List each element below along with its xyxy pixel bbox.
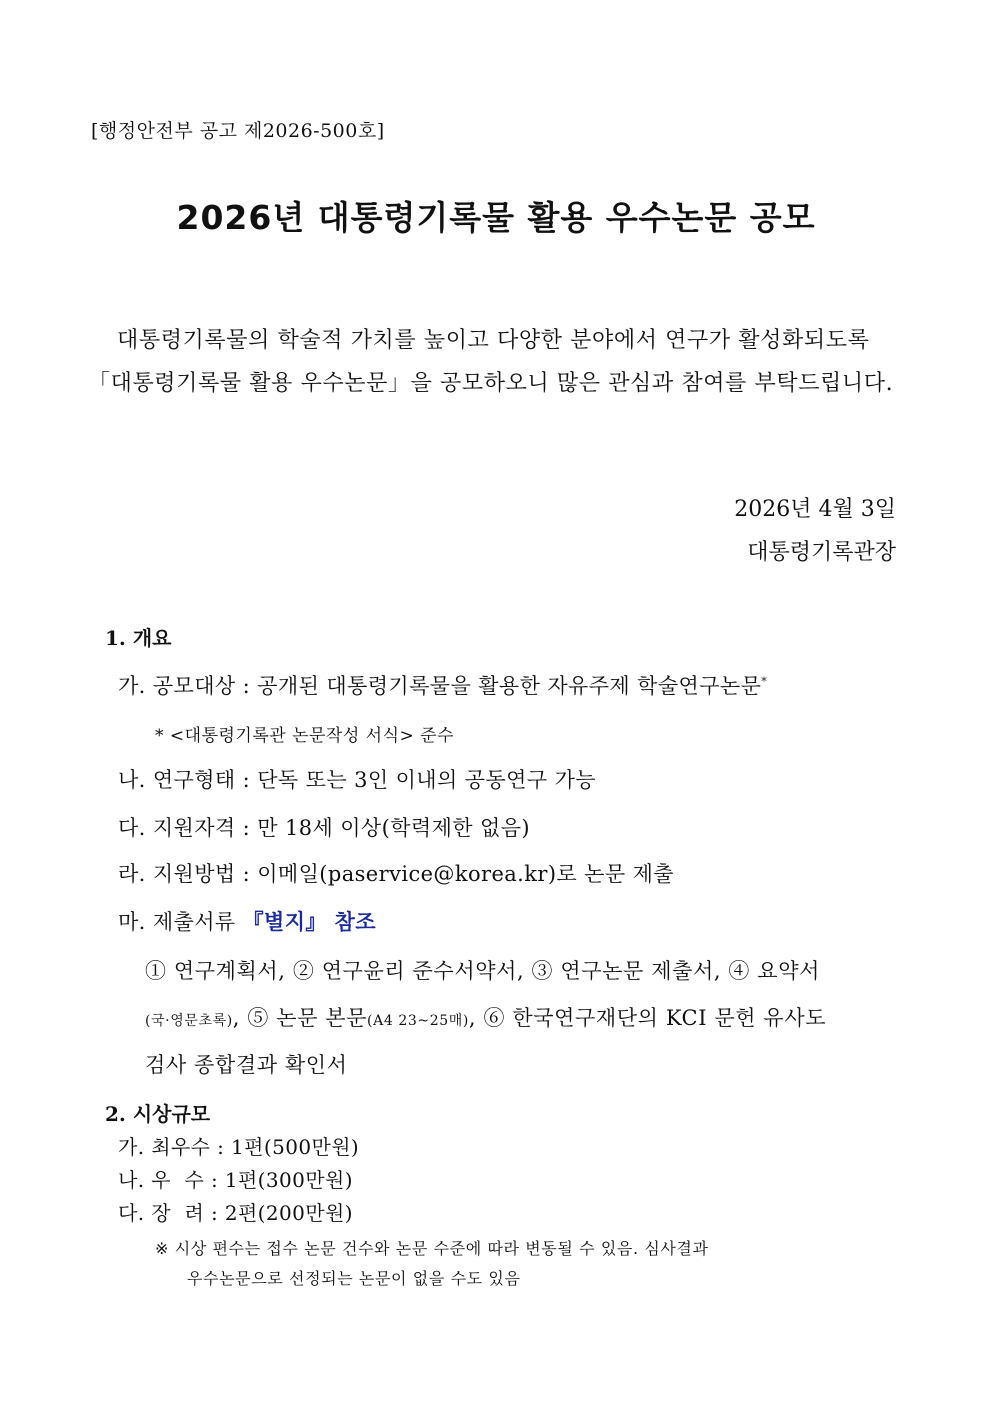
- overview-eligibility: 다. 지원자격 : 만 18세 이상(학력제한 없음): [118, 816, 530, 840]
- overview-documents: [118, 906, 376, 936]
- intro-line-1: 대통령기록물의 학술적 가치를 높이고 다양한 분야에서 연구가 활성화되도록: [117, 328, 870, 353]
- overview-target-text: 가. 공모대상 : 공개된 대통령기록물을 활용한 자유주제 학술연구논문: [118, 674, 762, 698]
- documents-line-3: 검사 종합결과 확인서: [145, 1053, 348, 1077]
- overview-target-note: * <대통령기록관 논문작성 서식> 준수: [155, 726, 455, 746]
- signer: 대통령기록관장: [747, 540, 896, 565]
- section-1-heading: 1. 개요: [105, 626, 172, 650]
- documents-line-2: [145, 1002, 826, 1032]
- doc-page-note: (A4 23~25매): [367, 1013, 469, 1029]
- remark-line-2: 우수논문으로 선정되는 논문이 없을 수도 있음: [187, 1269, 521, 1288]
- page-title: 2026년 대통령기록물 활용 우수논문 공모: [176, 198, 816, 237]
- overview-type: 나. 연구형태 : 단독 또는 3인 이내의 공동연구 가능: [118, 768, 596, 792]
- prize-excellence: 나. 우 수 : 1편(300만원): [118, 1168, 353, 1192]
- overview-target: [118, 670, 767, 700]
- overview-documents-text: 마. 제출서류: [118, 910, 243, 934]
- doc-line2-part-b: , ⑤ 논문 본문: [232, 1006, 368, 1030]
- doc-line2-part-d: , ⑥ 한국연구재단의 KCI 문헌 유사도: [468, 1006, 827, 1030]
- section-2-heading: 2. 시상규모: [105, 1102, 211, 1126]
- announcement-date: 2026년 4월 3일: [734, 497, 896, 522]
- notice-number: [행정안전부 공고 제2026-500호]: [91, 120, 385, 142]
- prize-encouragement: 다. 장 려 : 2편(200만원): [118, 1201, 353, 1225]
- attachment-reference: 『별지』 참조: [242, 909, 376, 934]
- remark-line-1: ※ 시상 편수는 접수 논문 건수와 논문 수준에 따라 변동될 수 있음. 심사결과: [155, 1239, 709, 1258]
- intro-line-2: 「대통령기록물 활용 우수논문」을 공모하오니 많은 관심과 참여를 부탁드립니다.: [88, 371, 894, 396]
- overview-method: 라. 지원방법 : 이메일(paservice@korea.kr)로 논문 제출: [118, 862, 674, 886]
- prize-grand: 가. 최우수 : 1편(500만원): [118, 1135, 360, 1159]
- footnote-mark: *: [761, 675, 768, 688]
- doc-abstract-note: (국·영문초록): [145, 1013, 233, 1029]
- documents-line-1: ① 연구계획서, ② 연구윤리 준수서약서, ③ 연구논문 제출서, ④ 요약서: [145, 959, 820, 983]
